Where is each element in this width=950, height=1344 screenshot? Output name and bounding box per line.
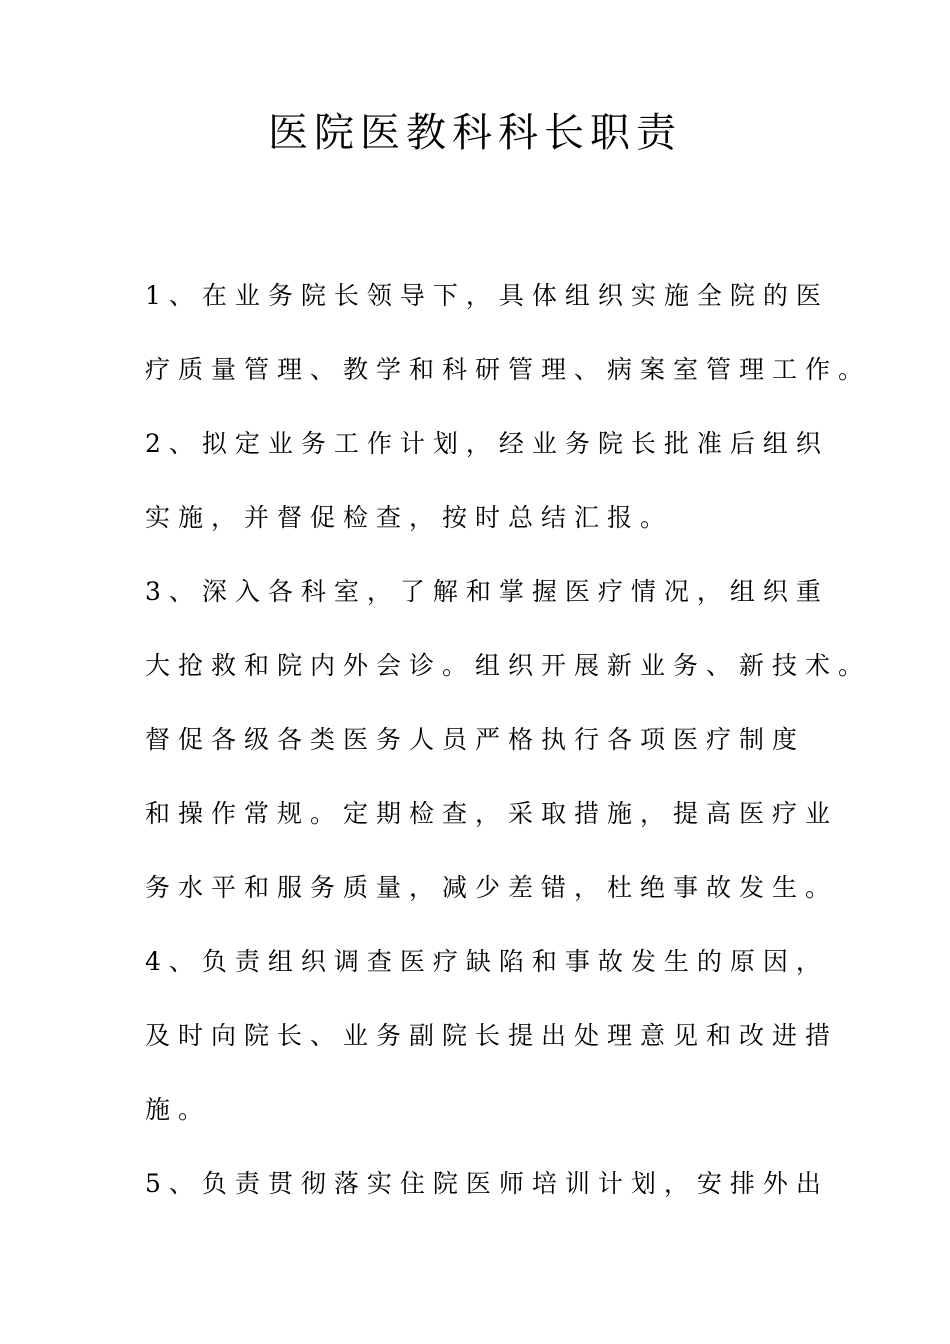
body-line: 4、负责组织调查医疗缺陷和事故发生的原因， xyxy=(145,947,829,976)
body-line: 5、负责贯彻落实住院医师培训计划，安排外出 xyxy=(145,1169,829,1198)
body-line: 1、在业务院长领导下，具体组织实施全院的医 xyxy=(145,281,829,310)
body-line: 大抢救和院内外会诊。组织开展新业务、新技术。 xyxy=(145,651,872,680)
body-line: 3、深入各科室，了解和掌握医疗情况，组织重 xyxy=(145,577,829,606)
body-line: 施。 xyxy=(145,1095,212,1124)
body-line: 及时向院长、业务副院长提出处理意见和改进措 xyxy=(145,1021,839,1050)
body-line: 和操作常规。定期检查，采取措施，提高医疗业 xyxy=(145,799,839,828)
body-line: 实施，并督促检查，按时总结汇报。 xyxy=(145,503,674,532)
body-line: 务水平和服务质量，减少差错，杜绝事故发生。 xyxy=(145,873,839,902)
body-line: 督促各级各类医务人员严格执行各项医疗制度 xyxy=(145,725,806,754)
body-line: 2、拟定业务工作计划，经业务院长批准后组织 xyxy=(145,429,829,458)
body-line: 疗质量管理、教学和科研管理、病案室管理工作。 xyxy=(145,355,872,384)
document-title: 医院医教科科长职责 xyxy=(268,110,682,156)
